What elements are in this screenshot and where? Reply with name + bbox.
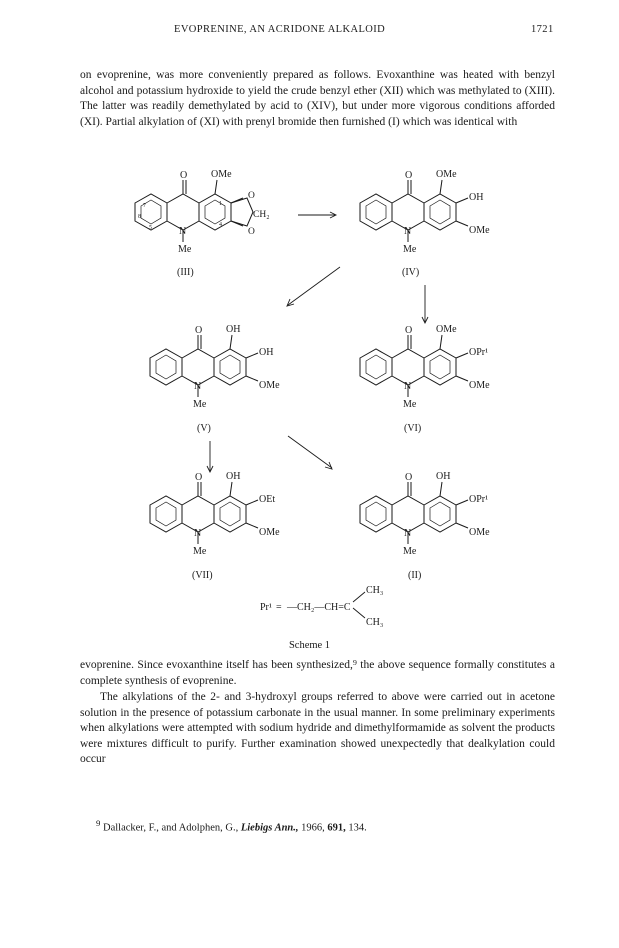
- prenyl-lhs: Pr¹: [260, 602, 272, 613]
- III-sub-o-top: O: [248, 191, 255, 201]
- footnote: [96, 818, 556, 834]
- arrow-V-to-II: [288, 436, 332, 469]
- footnote-journal: Liebigs Ann.,: [240, 822, 299, 834]
- IV-sub-2: OH: [469, 192, 484, 203]
- II-sub-1: OH: [436, 471, 451, 482]
- compound-II: [360, 471, 490, 581]
- reaction-scheme: [0, 165, 619, 635]
- II-sub-3: OMe: [469, 527, 490, 538]
- V-sub-1: OH: [226, 324, 241, 335]
- prenyl-ch3-top: CH₃: [366, 585, 384, 596]
- running-title: EVOPRENINE, AN ACRIDONE ALKALOID: [174, 24, 386, 35]
- III-n: N: [179, 226, 187, 237]
- prenyl-ch3-bot: CH₃: [366, 617, 384, 628]
- paragraph-synthesis: evoprenine. Since evoxanthine itself has been synthesized,⁹ the above sequence formally constitutes a complete synthesis of evoprenine.: [80, 659, 555, 687]
- V-nme: Me: [193, 399, 207, 410]
- footnote-volume: 691,: [327, 822, 346, 834]
- VII-nme: Me: [193, 546, 207, 557]
- II-label: (II): [408, 570, 422, 581]
- III-pos8: 8: [138, 214, 141, 220]
- III-nme: Me: [178, 244, 192, 255]
- III-label: (III): [177, 267, 194, 278]
- VI-carbonyl-O: O: [405, 325, 413, 336]
- III-pos1: 1: [219, 201, 222, 207]
- paragraph-intro: on evoprenine, was more conveniently prepared as follows. Evoxanthine was heated with benzyl alcohol and potassium hydroxide to yield the crude benzyl ether (XII) which was methylated to (XIII). The latter was readily demethylated by acid to (XIV), but under more vigorous conditions afforded (XI). Partial alkylation of (XI) with prenyl bromide then furnished (I) which was identical with: [80, 69, 555, 128]
- IV-sub-1: OMe: [436, 169, 457, 180]
- compound-VI: [360, 324, 490, 434]
- VII-sub-2: OEt: [259, 494, 276, 505]
- arrow-III-to-IV: [298, 212, 336, 218]
- IV-sub-3: OMe: [469, 225, 490, 236]
- footnote-authors: Dallacker, F., and Adolphen, G.,: [103, 822, 239, 834]
- VI-n: N: [404, 381, 412, 392]
- VII-label: (VII): [192, 570, 213, 581]
- III-sub-ome: OMe: [211, 169, 232, 180]
- arrow-V-to-VII: [207, 441, 213, 472]
- II-nme: Me: [403, 546, 417, 557]
- page-number: 1721: [531, 24, 554, 35]
- VII-sub-1: OH: [226, 471, 241, 482]
- compound-IV: [360, 169, 490, 278]
- VII-n: N: [194, 528, 202, 539]
- footnote-marker: 9: [96, 818, 101, 828]
- V-carbonyl-O: O: [195, 325, 203, 336]
- III-pos4: 4: [219, 222, 222, 228]
- IV-n: N: [404, 226, 412, 237]
- II-sub-2: OPr¹: [469, 494, 489, 505]
- VI-nme: Me: [403, 399, 417, 410]
- VI-sub-1: OMe: [436, 324, 457, 335]
- II-carbonyl-O: O: [405, 472, 413, 483]
- V-sub-3: OMe: [259, 380, 280, 391]
- III-pos5: 5: [149, 225, 152, 231]
- IV-label: (IV): [402, 267, 420, 278]
- prenyl-eq: =: [276, 602, 282, 613]
- prenyl-definition: [260, 585, 383, 628]
- III-sub-o-bot: O: [248, 227, 255, 237]
- VII-carbonyl-O: O: [195, 472, 203, 483]
- III-sub-ch2: CH₂: [253, 210, 270, 220]
- IV-nme: Me: [403, 244, 417, 255]
- VI-sub-2: OPr¹: [469, 347, 489, 358]
- prenyl-chain: —CH₂—CH=C: [287, 602, 351, 613]
- compound-VII: [150, 471, 280, 581]
- III-carbonyl-O: O: [180, 170, 188, 181]
- VII-sub-3: OMe: [259, 527, 280, 538]
- compound-V: [150, 324, 280, 434]
- VI-label: (VI): [404, 423, 422, 434]
- scheme-caption: Scheme 1: [288, 640, 331, 651]
- V-n: N: [194, 381, 202, 392]
- V-sub-2: OH: [259, 347, 274, 358]
- footnote-pages: 134.: [348, 822, 367, 834]
- II-n: N: [404, 528, 412, 539]
- IV-carbonyl-O: O: [405, 170, 413, 181]
- reaction-arrows: [207, 212, 428, 472]
- paragraph-alkylations: The alkylations of the 2- and 3-hydroxyl groups referred to above were carried out in acetone solution in the presence of potassium carbonate in the usual manner. In some preliminary experiments when alkylations were attempted with sodium hydride and dimethylformamide as solvent the products were mixtures difficult to purify. Further examination showed unexpectedly that dealkylation could occur: [80, 691, 555, 765]
- footnote-year: 1966,: [301, 822, 325, 834]
- V-label: (V): [197, 423, 211, 434]
- arrow-IV-to-V: [287, 267, 340, 306]
- compound-III: [135, 169, 270, 278]
- III-pos7: 7: [143, 203, 146, 209]
- VI-sub-3: OMe: [469, 380, 490, 391]
- arrow-IV-to-VI: [422, 285, 428, 323]
